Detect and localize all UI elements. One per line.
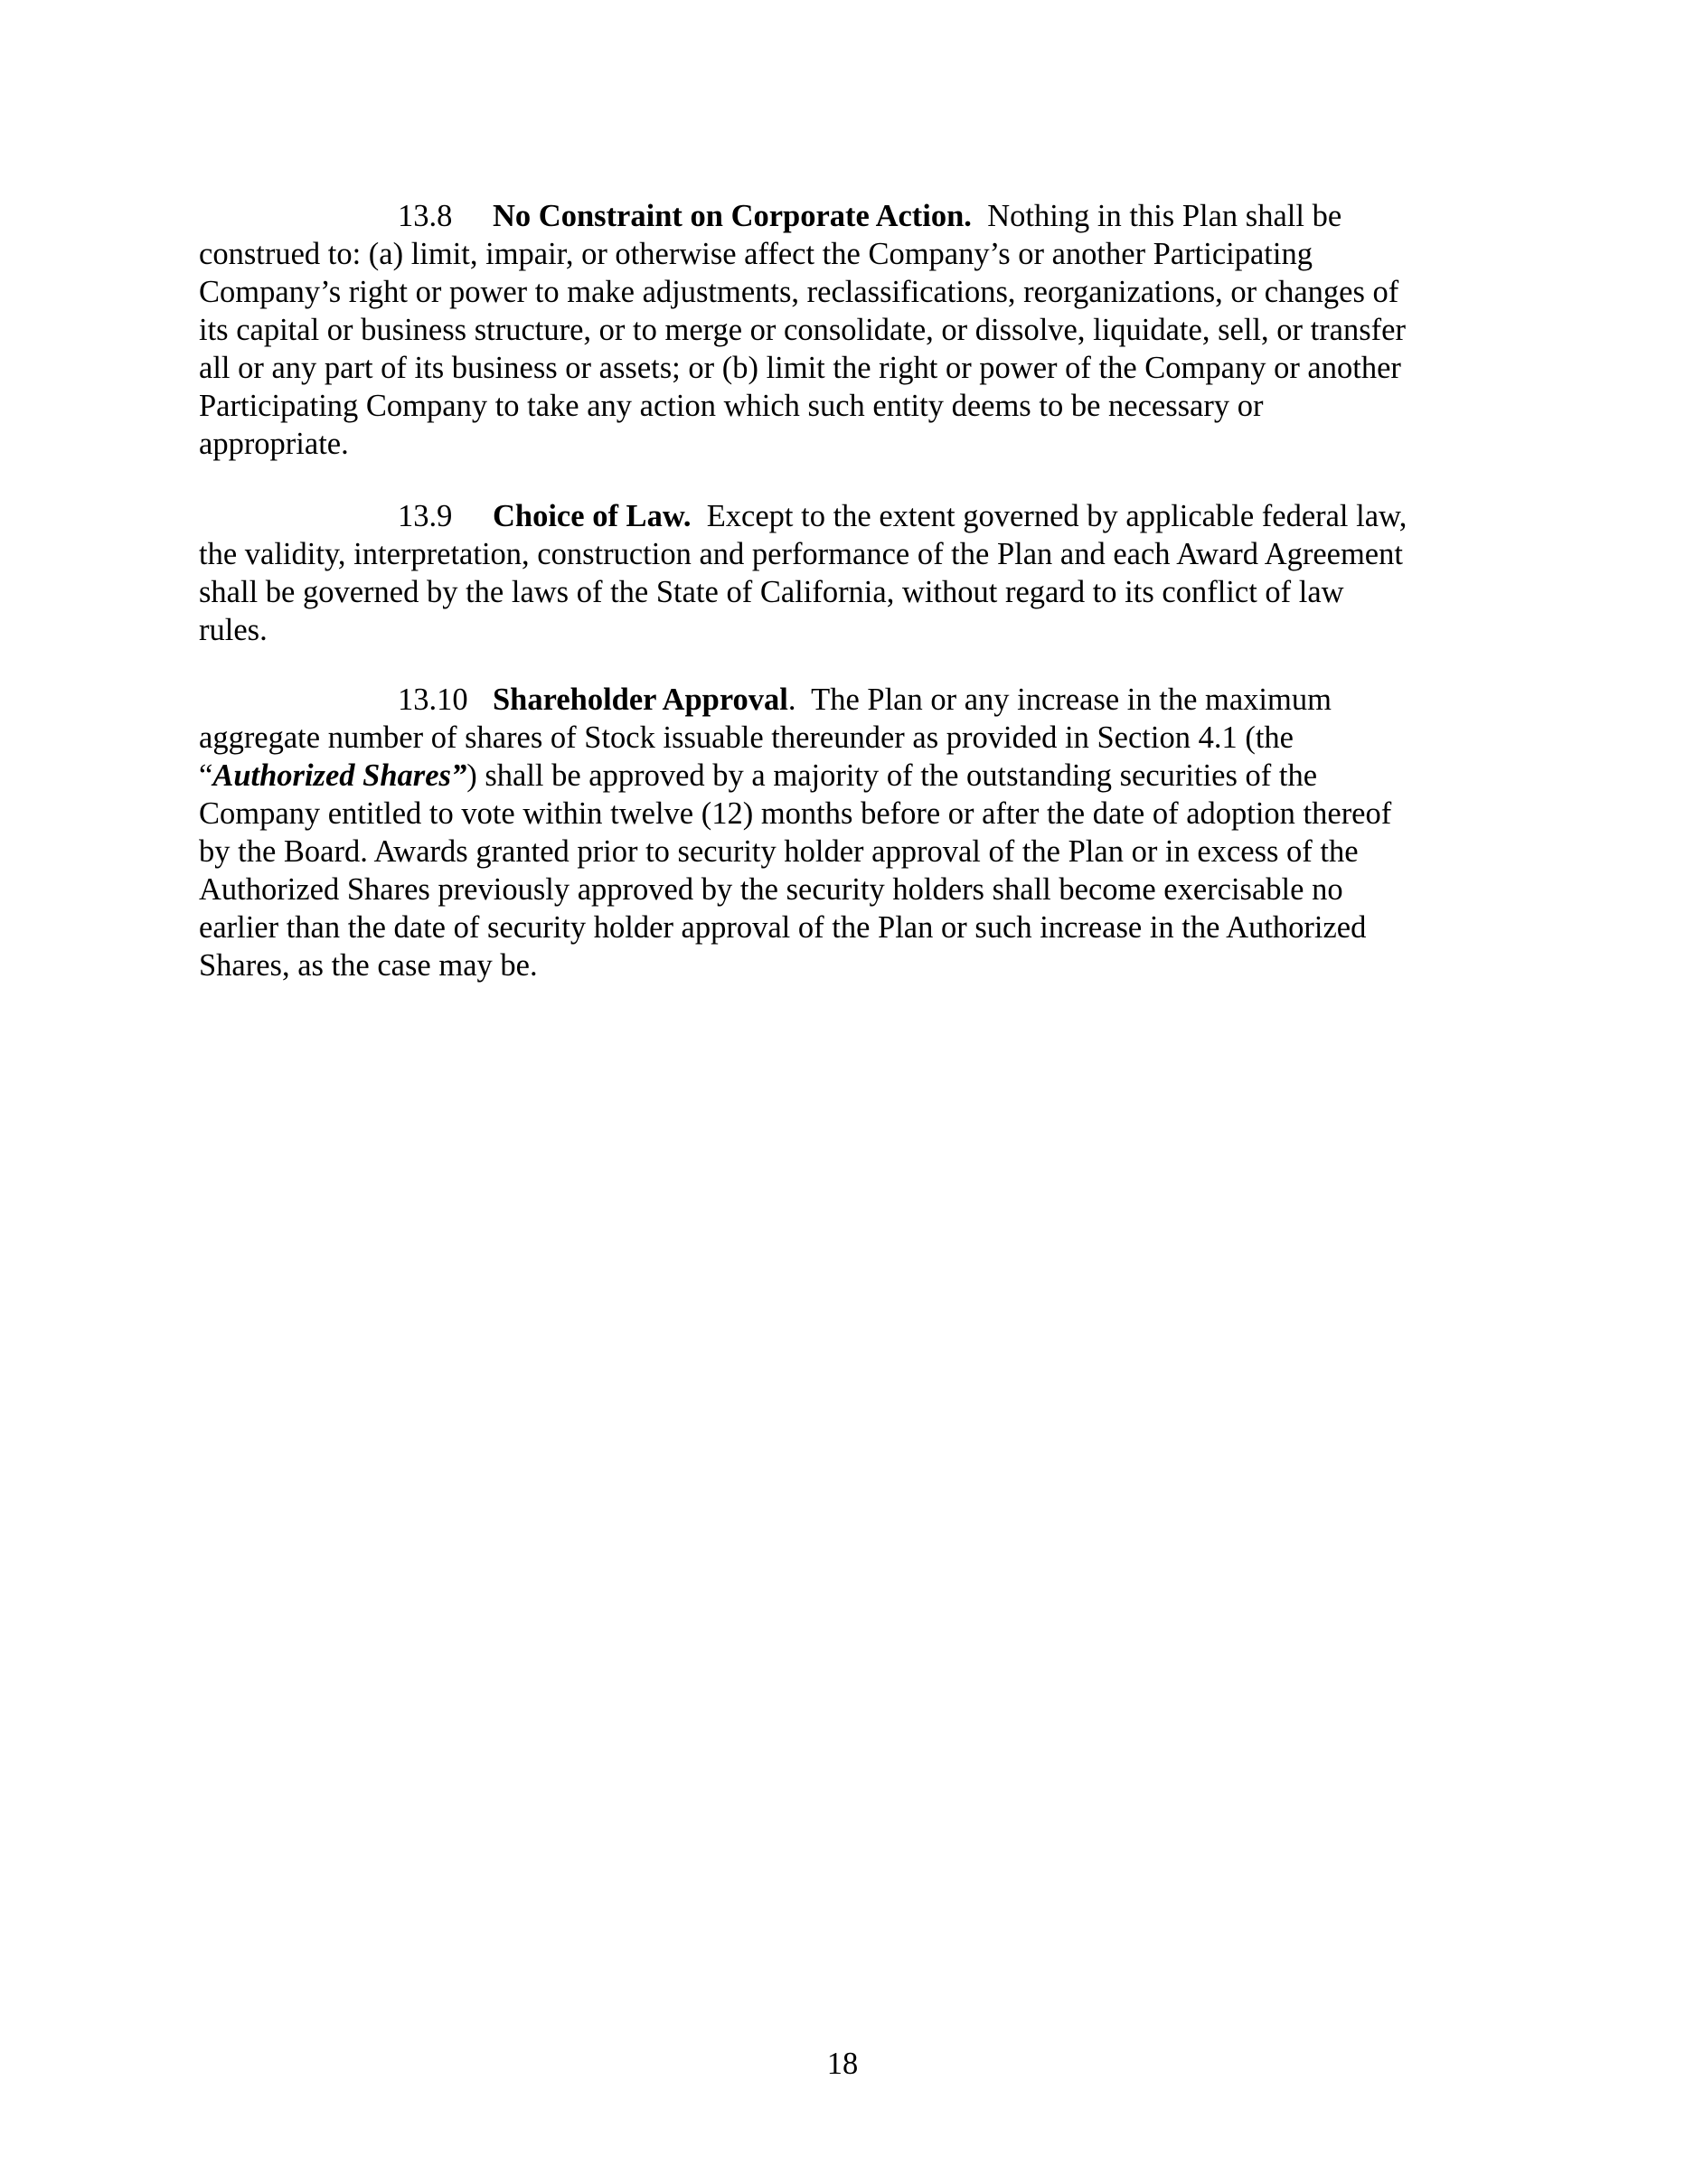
body-line: Authorized Shares previously approved by the security holders shall become exercisable no — [199, 872, 1343, 907]
section-number: 13.8 — [398, 199, 453, 233]
section-first-line — [199, 681, 1483, 719]
section-heading: No Constraint on Corporate Action. — [493, 199, 972, 233]
section-first-line — [199, 197, 1483, 235]
body-line: Company’s right or power to make adjustments, reclassifications, reorganizations, or changes of — [199, 275, 1399, 309]
section-13-8 — [199, 197, 1483, 463]
section-number: 13.9 — [398, 499, 453, 533]
section-13-9 — [199, 497, 1483, 649]
body-line: earlier than the date of security holder approval of the Plan or such increase in the Authorized — [199, 910, 1367, 945]
body-line: rules. — [199, 613, 268, 647]
body-line: appropriate. — [199, 427, 349, 461]
body-line: shall be governed by the laws of the State of California, without regard to its conflict of law — [199, 575, 1344, 609]
body-line: Participating Company to take any action which such entity deems to be necessary or — [199, 389, 1264, 423]
body-line: by the Board. Awards granted prior to security holder approval of the Plan or in excess of the — [199, 834, 1359, 869]
body-line: all or any part of its business or assets; or (b) limit the right or power of the Company or another — [199, 351, 1401, 385]
section-13-10 — [199, 681, 1483, 984]
defined-term: Authorized Shares” — [212, 758, 467, 793]
page-number: 18 — [826, 2047, 859, 2081]
section-heading: Choice of Law. — [493, 499, 692, 533]
body-line: the validity, interpretation, construction and performance of the Plan and each Award Agreement — [199, 537, 1403, 571]
section-heading: Shareholder Approval — [493, 682, 788, 717]
body-text: Except to the extent governed by applicable federal law, — [706, 499, 1407, 533]
body-line: its capital or business structure, or to merge or consolidate, or dissolve, liquidate, sell, or transfer — [199, 313, 1406, 347]
body-line: construed to: (a) limit, impair, or otherwise affect the Company’s or another Participating — [199, 237, 1313, 271]
open-quote: “ — [199, 758, 213, 793]
section-number: 13.10 — [398, 682, 468, 717]
body-text: The Plan or any increase in the maximum — [811, 682, 1332, 717]
body-line: aggregate number of shares of Stock issuable thereunder as provided in Section 4.1 (the — [199, 720, 1294, 755]
section-first-line — [199, 497, 1483, 535]
body-line: Company entitled to vote within twelve (12) months before or after the date of adoption thereof — [199, 796, 1392, 831]
heading-period: . — [787, 682, 796, 717]
body-text: Nothing in this Plan shall be — [987, 199, 1342, 233]
body-line-defined-term — [199, 757, 1483, 795]
body-text: ) shall be approved by a majority of the outstanding securities of the — [466, 758, 1318, 793]
body-line: Shares, as the case may be. — [199, 948, 538, 983]
